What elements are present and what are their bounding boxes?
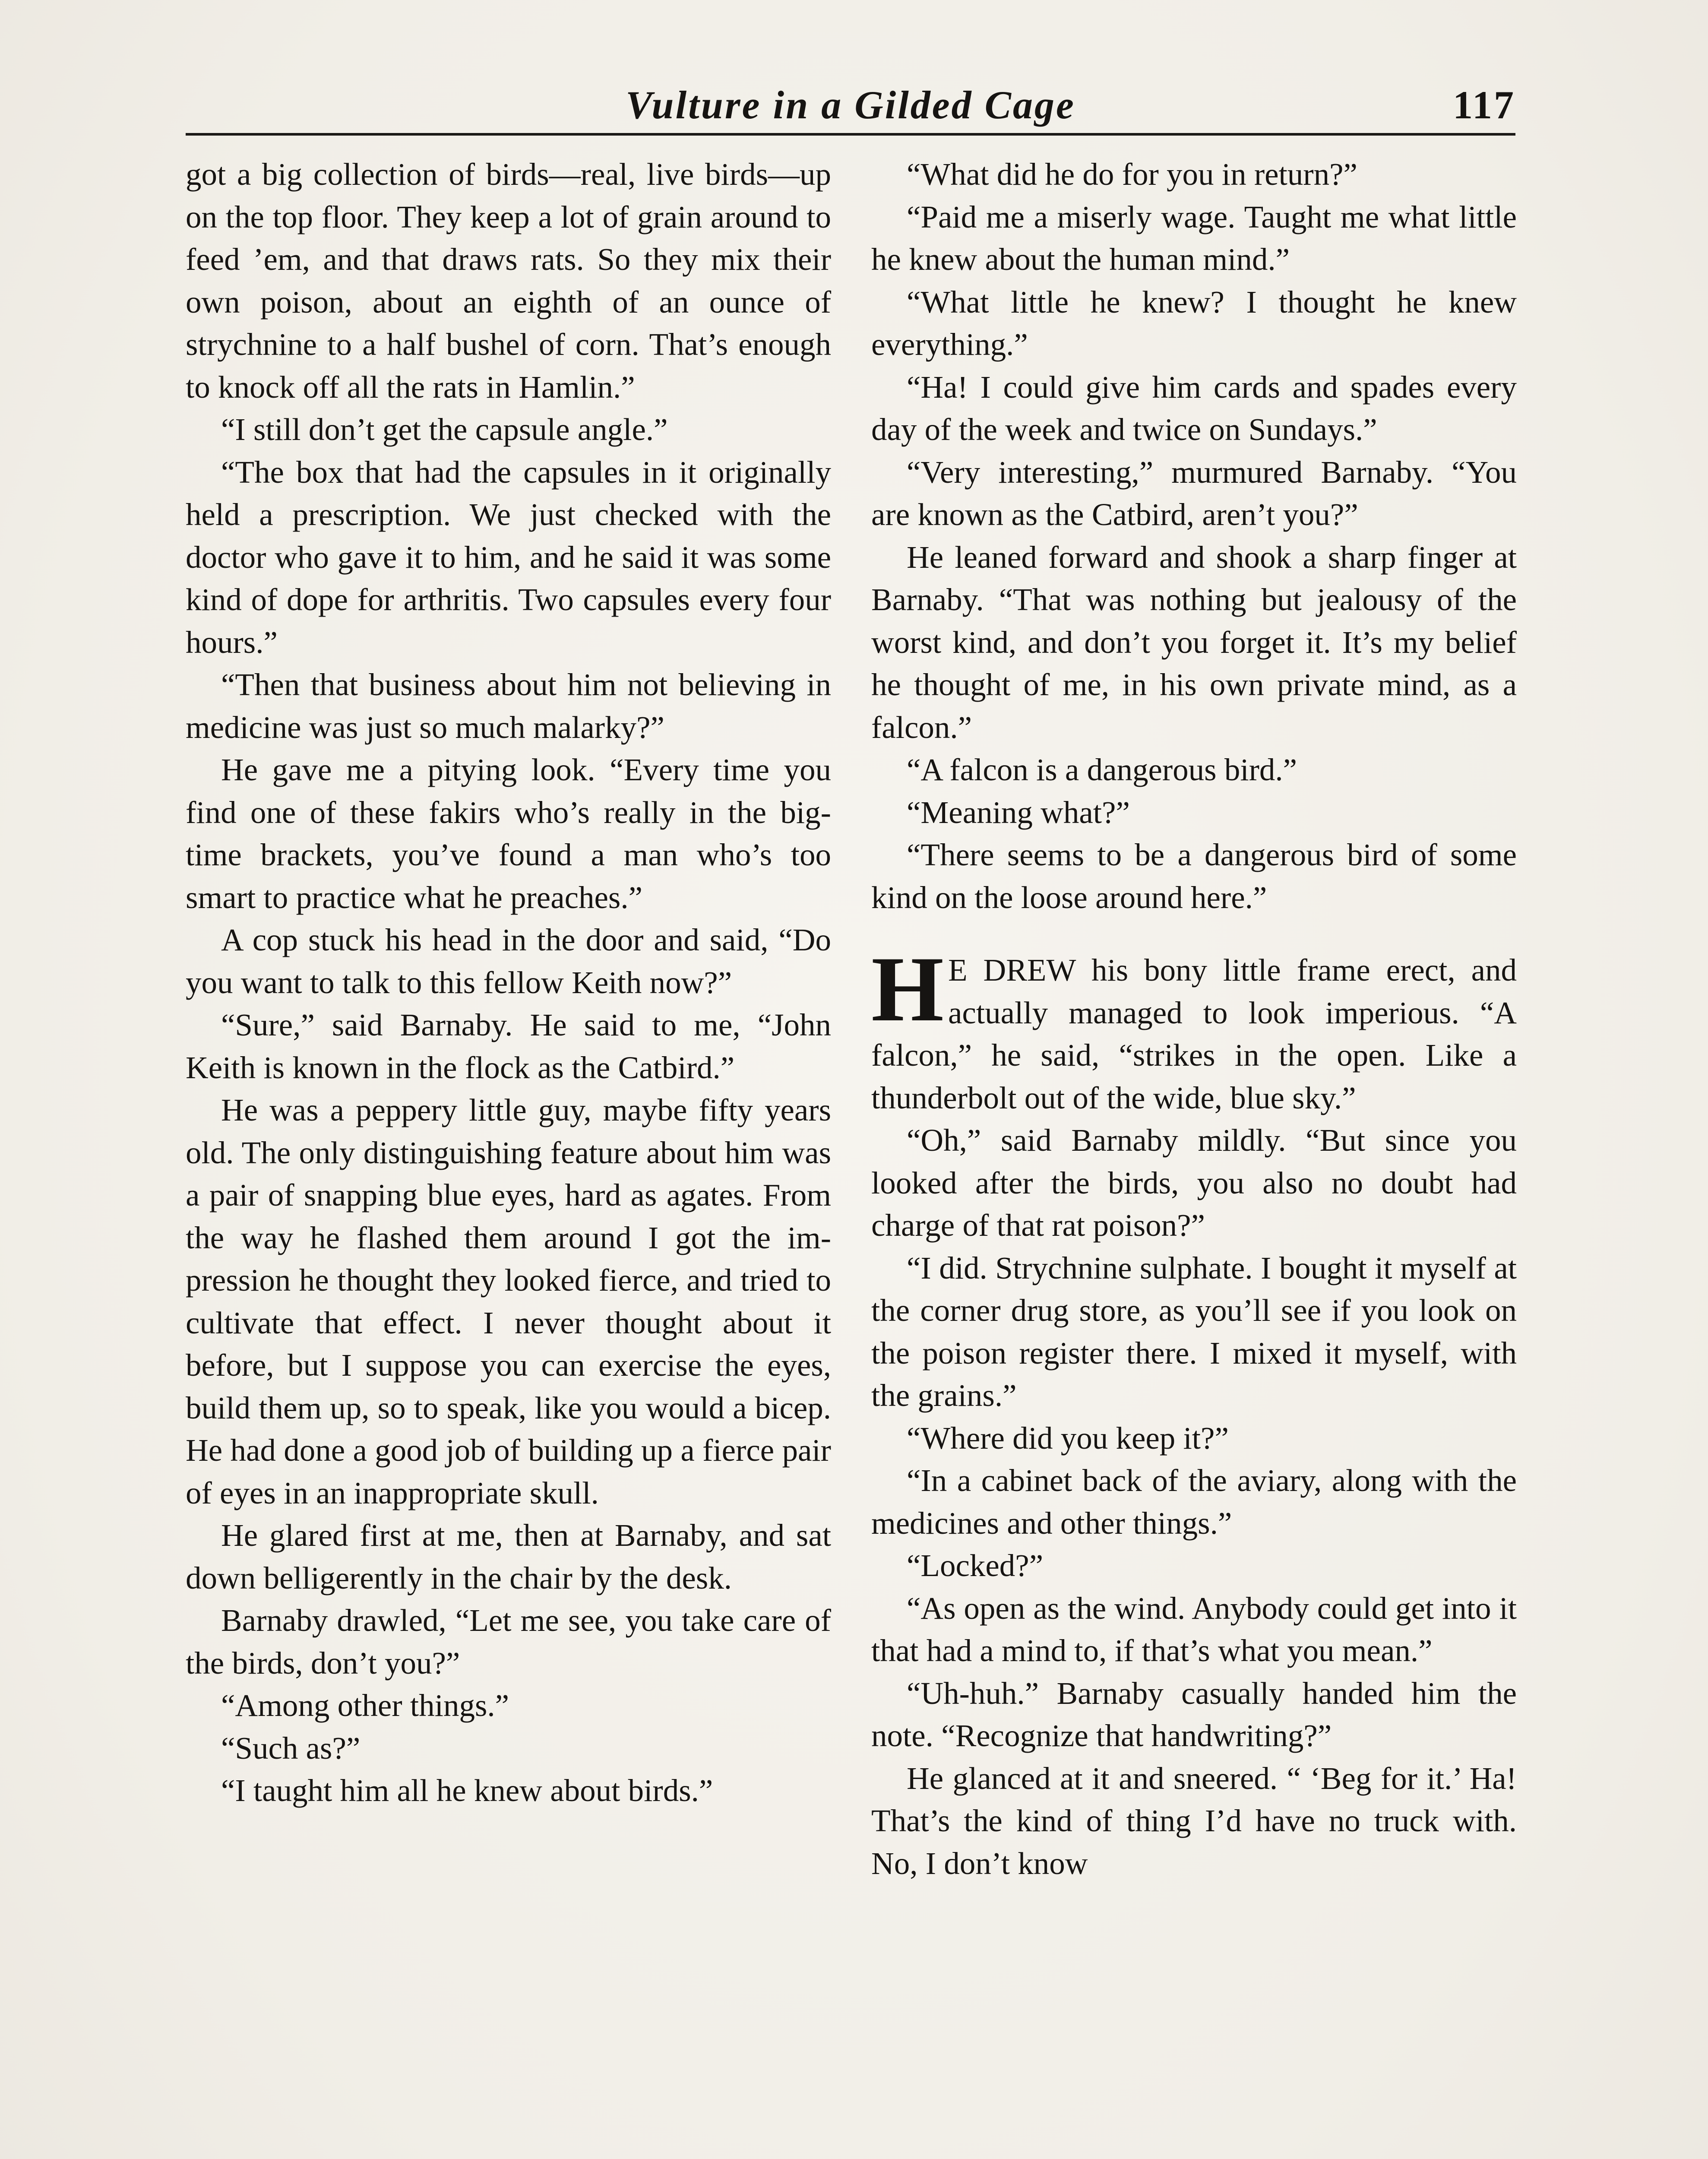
paragraph: “What did he do for you in return?” bbox=[907, 157, 1357, 192]
paragraph: “In a cabinet back of the aviary, along with the medicines and other things.” bbox=[871, 1463, 1517, 1541]
paragraph: “Among other things.” bbox=[221, 1688, 509, 1723]
paragraph: “I did. Strychnine sulphate. I bought it myself at the corner drug store, as you’ll see if you look on the poison register there. I mixed it myself, with the grains.” bbox=[871, 1250, 1517, 1413]
paragraph: He leaned forward and shook a sharp finger at Barnaby. “That was nothing but jealousy of the worst kind, and don’t you forget it. It’s my belief he thought of me, in his own private mind, as a falcon.” bbox=[871, 539, 1517, 745]
page-number: 117 bbox=[1453, 83, 1515, 127]
paragraph: “Oh,” said Barnaby mildly. “But since you looked after the birds, you also no doubt had charge of that rat poison?” bbox=[871, 1123, 1517, 1243]
paragraph: He glared first at me, then at Barnaby, and sat down belligerently in the chair by the desk. bbox=[186, 1518, 831, 1596]
paragraph: “There seems to be a dangerous bird of some kind on the loose around here.” bbox=[871, 837, 1517, 915]
running-header bbox=[186, 78, 1515, 138]
paragraph: “Where did you keep it?” bbox=[907, 1420, 1229, 1456]
section-opening-paragraph bbox=[871, 937, 1517, 1119]
paragraph: Barnaby drawled, “Let me see, you take care of the birds, don’t you?” bbox=[186, 1603, 831, 1681]
paragraph: “What little he knew? I thought he knew everything.” bbox=[871, 284, 1517, 362]
header-rule bbox=[186, 133, 1515, 136]
right-column bbox=[871, 153, 1517, 1885]
paragraph: “I still don’t get the capsule angle.” bbox=[221, 412, 668, 447]
paragraph: “Very interesting,” murmured Barnaby. “You are known as the Catbird, aren’t you?” bbox=[871, 454, 1517, 532]
running-title: Vulture in a Gilded Cage bbox=[626, 83, 1075, 127]
drop-cap: H bbox=[871, 937, 944, 1041]
paragraph: “I taught him all he knew about birds.” bbox=[221, 1773, 713, 1808]
paragraph: He was a peppery little guy, maybe fifty years old. The only distinguishing feature about him was a pair of snapping blue eyes, hard as agates. From the way he flashed them around I got the impression he thought they looked fierce, and tried to cultivate that effect. I never thought about it before, but I suppose you can exercise the eyes, build them up, so to speak, like you would a bicep. He had done a good job of building up a fierce pair of eyes in an inappropriate skull. bbox=[186, 1092, 831, 1510]
paragraph: “As open as the wind. Anybody could get into it that had a mind to, if that’s what you mean.” bbox=[871, 1590, 1517, 1668]
paragraph: “Locked?” bbox=[907, 1548, 1044, 1583]
paragraph: He gave me a pitying look. “Every time you find one of these fakirs who’s really in the big-time brackets, you’ve found a man who’s too smart to practice what he preaches.” bbox=[186, 752, 831, 915]
paragraph: “Uh-huh.” Barnaby casually handed him the note. “Recognize that handwriting?” bbox=[871, 1675, 1517, 1753]
paragraph: “Ha! I could give him cards and spades every day of the week and twice on Sundays.” bbox=[871, 369, 1517, 447]
paragraph: “The box that had the capsules in it originally held a prescription. We just checked with the doctor who gave it to him, and he said it was some kind of dope for arthritis. Two capsules every four hours.” bbox=[186, 454, 831, 660]
paragraph: “Meaning what?” bbox=[907, 795, 1130, 830]
paragraph: He glanced at it and sneered. “ ‘Beg for it.’ Ha! That’s the kind of thing I’d have no truck with. No, I don’t know bbox=[871, 1760, 1517, 1881]
paragraph: “Paid me a miserly wage. Taught me what little he knew about the human mind.” bbox=[871, 199, 1517, 277]
paragraph: “A falcon is a dangerous bird.” bbox=[907, 752, 1297, 787]
paragraph: A cop stuck his head in the door and said, “Do you want to talk to this fellow Keith now?” bbox=[186, 922, 831, 1000]
paragraph: “Such as?” bbox=[221, 1730, 361, 1766]
paragraph: “Sure,” said Barnaby. He said to me, “John Keith is known in the flock as the Catbird.” bbox=[186, 1007, 831, 1085]
paragraph: got a big collection of birds—real, live birds—up on the top floor. They keep a lot of grain around to feed ’em, and that draws rats. So they mix their own poison, about an eighth of an ounce of strychnine to a half bushel of corn. That’s enough to knock off all the rats in Hamlin.” bbox=[186, 157, 831, 405]
left-column bbox=[186, 153, 831, 1812]
section-opening-text: E DREW his bony little frame erect, and actually managed to look imperious. “A falcon,” he said, “strikes in the open. Like a thunderbolt out of the wide, blue sky.” bbox=[871, 953, 1517, 1115]
paragraph: “Then that business about him not believing in medicine was just so much malarky?” bbox=[186, 667, 831, 745]
